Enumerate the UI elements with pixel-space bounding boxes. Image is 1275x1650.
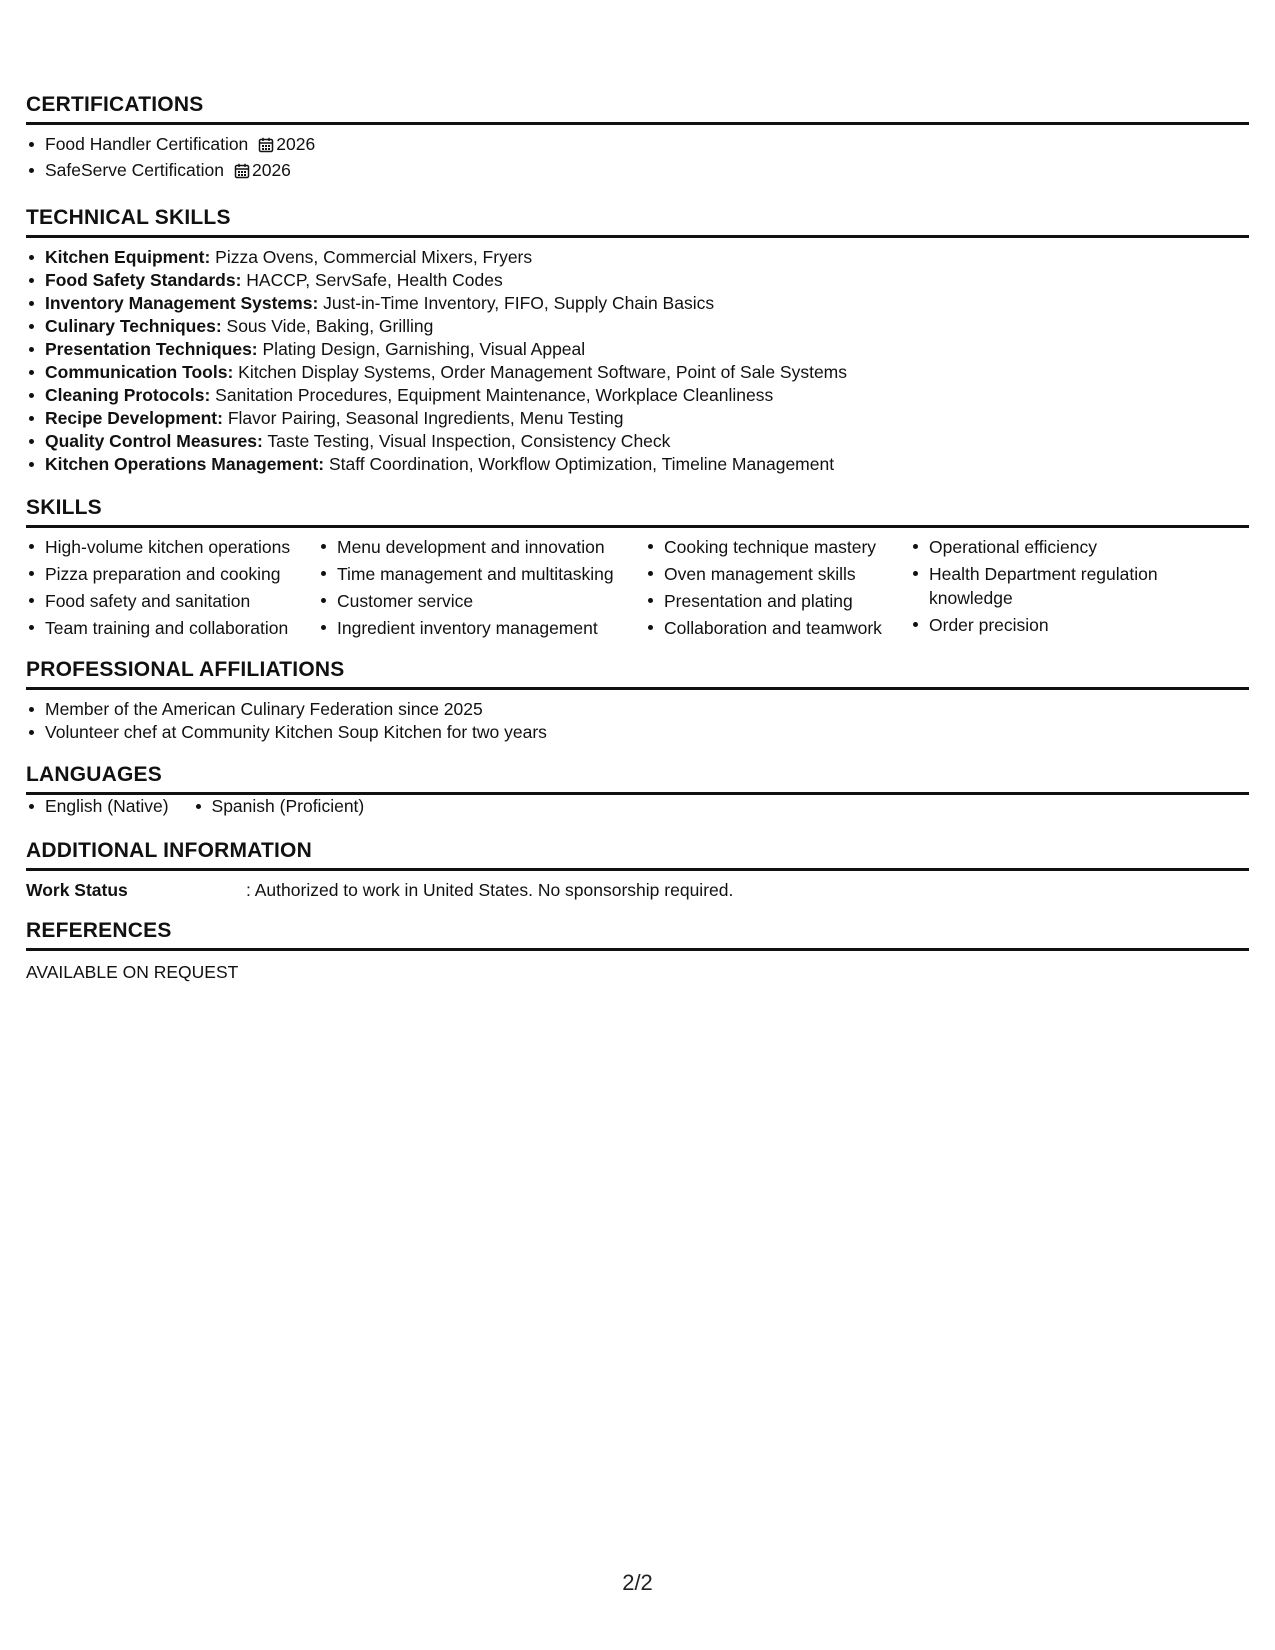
certifications-section: [26, 92, 1249, 185]
resume-page-2: [26, 92, 1249, 984]
skill-item: Ingredient inventory management: [318, 616, 645, 640]
technical-skill-key: Inventory Management Systems:: [45, 293, 319, 313]
skills-grid: [26, 535, 1249, 643]
certification-item: [26, 133, 1249, 159]
technical-skill-item: [26, 407, 1249, 430]
page-number: 2/2: [622, 1570, 653, 1595]
certifications-heading: CERTIFICATIONS: [26, 92, 1249, 125]
skills-heading: SKILLS: [26, 495, 1249, 528]
technical-skill-value: Plating Design, Garnishing, Visual Appeal: [257, 339, 586, 359]
skills-column: [910, 535, 1185, 643]
skill-item: Collaboration and teamwork: [645, 616, 910, 640]
skill-item: Team training and collaboration: [26, 616, 318, 640]
skill-item: Health Department regulation knowledge: [910, 562, 1185, 610]
technical-skill-key: Recipe Development:: [45, 408, 223, 428]
technical-skill-item: [26, 430, 1249, 453]
technical-skill-item: [26, 453, 1249, 476]
skill-item: Order precision: [910, 613, 1185, 637]
languages-heading: LANGUAGES: [26, 762, 1249, 795]
technical-skill-item: [26, 269, 1249, 292]
technical-skill-key: Quality Control Measures:: [45, 431, 263, 451]
language-item: Spanish (Proficient): [193, 795, 365, 818]
skill-item: Time management and multitasking: [318, 562, 645, 586]
languages-list: [26, 795, 1249, 818]
certifications-list: [26, 133, 1249, 185]
technical-skill-value: Taste Testing, Visual Inspection, Consistency Check: [262, 431, 671, 451]
technical-skill-value: Just-in-Time Inventory, FIFO, Supply Chain Basics: [318, 293, 715, 313]
additional-information-section: [26, 838, 1249, 902]
technical-skill-item: [26, 315, 1249, 338]
work-status-label: Work Status: [26, 880, 128, 900]
calendar-icon: [258, 136, 274, 159]
affiliations-section: [26, 657, 1249, 744]
technical-skills-heading: TECHNICAL SKILLS: [26, 205, 1249, 238]
technical-skills-list: [26, 246, 1249, 476]
certification-year: 2026: [251, 160, 291, 180]
certification-year: 2026: [276, 134, 316, 154]
technical-skill-item: [26, 246, 1249, 269]
affiliations-list: [26, 698, 1249, 744]
technical-skill-value: Flavor Pairing, Seasonal Ingredients, Menu Testing: [222, 408, 624, 428]
technical-skill-key: Kitchen Equipment:: [45, 247, 211, 267]
technical-skill-value: HACCP, ServSafe, Health Codes: [241, 270, 503, 290]
technical-skill-value: Pizza Ovens, Commercial Mixers, Fryers: [210, 247, 533, 267]
skill-item: High-volume kitchen operations: [26, 535, 318, 559]
technical-skill-item: [26, 292, 1249, 315]
technical-skill-key: Food Safety Standards:: [45, 270, 242, 290]
skill-item: Menu development and innovation: [318, 535, 645, 559]
technical-skill-item: [26, 361, 1249, 384]
skills-column: [26, 535, 318, 643]
certification-name: SafeServe Certification: [45, 160, 224, 180]
references-text: AVAILABLE ON REQUEST: [26, 962, 239, 982]
skill-item: Customer service: [318, 589, 645, 613]
technical-skill-value: Sous Vide, Baking, Grilling: [221, 316, 434, 336]
skills-column: [645, 535, 910, 643]
technical-skill-value: Sanitation Procedures, Equipment Maintenance, Workplace Cleanliness: [210, 385, 774, 405]
skill-item: Operational efficiency: [910, 535, 1185, 559]
skill-item: Presentation and plating: [645, 589, 910, 613]
skills-column: [318, 535, 645, 643]
technical-skills-section: [26, 205, 1249, 476]
technical-skill-key: Culinary Techniques:: [45, 316, 222, 336]
skill-item: Cooking technique mastery: [645, 535, 910, 559]
affiliation-item: Volunteer chef at Community Kitchen Soup Kitchen for two years: [26, 721, 1249, 744]
certification-name: Food Handler Certification: [45, 134, 249, 154]
work-status-row: [26, 878, 1249, 902]
technical-skill-value: Kitchen Display Systems, Order Management Software, Point of Sale Systems: [233, 362, 848, 382]
technical-skill-item: [26, 338, 1249, 361]
certification-item: [26, 159, 1249, 185]
languages-section: [26, 762, 1249, 818]
technical-skill-value: Staff Coordination, Workflow Optimization, Timeline Management: [324, 454, 835, 474]
affiliation-item: Member of the American Culinary Federation since 2025: [26, 698, 1249, 721]
skill-item: Oven management skills: [645, 562, 910, 586]
language-item: English (Native): [26, 795, 169, 818]
skill-item: Pizza preparation and cooking: [26, 562, 318, 586]
affiliations-heading: PROFESSIONAL AFFILIATIONS: [26, 657, 1249, 690]
technical-skill-key: Communication Tools:: [45, 362, 234, 382]
additional-information-heading: ADDITIONAL INFORMATION: [26, 838, 1249, 871]
skills-section: [26, 495, 1249, 643]
calendar-icon: [234, 162, 250, 185]
work-status-value: : Authorized to work in United States. No sponsorship required.: [246, 880, 734, 900]
skill-item: Food safety and sanitation: [26, 589, 318, 613]
technical-skill-key: Kitchen Operations Management:: [45, 454, 325, 474]
references-heading: REFERENCES: [26, 918, 1249, 951]
technical-skill-item: [26, 384, 1249, 407]
technical-skill-key: Cleaning Protocols:: [45, 385, 211, 405]
references-section: [26, 918, 1249, 984]
technical-skill-key: Presentation Techniques:: [45, 339, 258, 359]
